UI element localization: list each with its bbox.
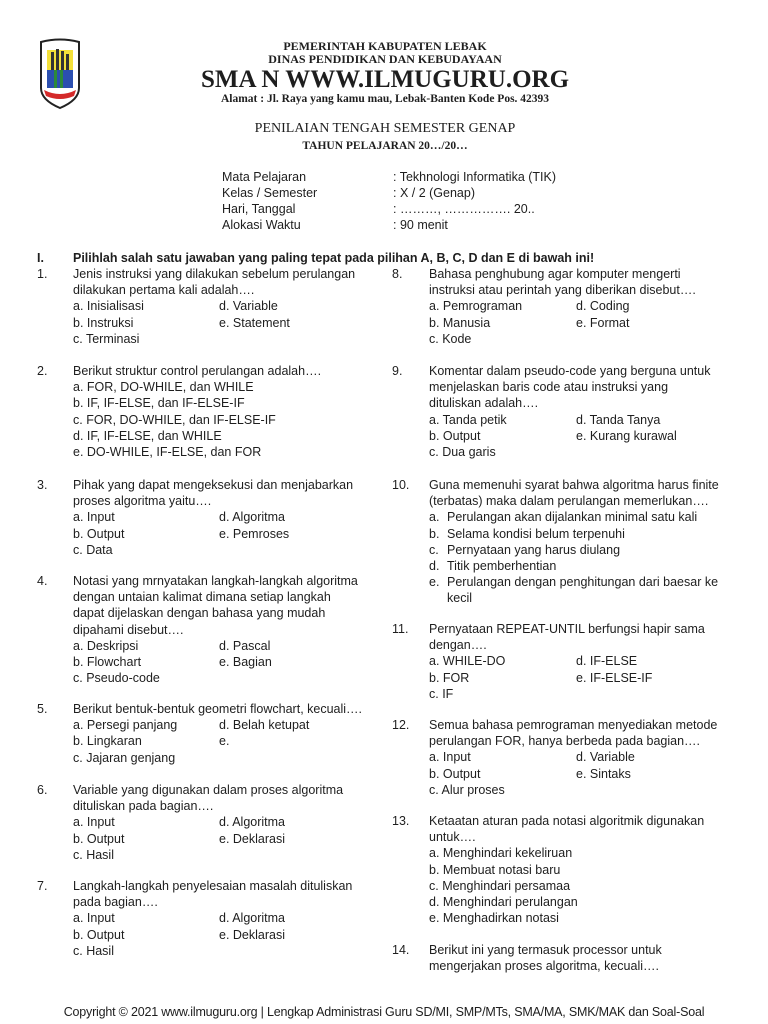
option-row (73, 298, 355, 314)
answer-option[interactable]: a. Input (73, 911, 115, 926)
answer-option[interactable]: c. Dua garis (429, 444, 496, 459)
question-stem: Berikut bentuk-bentuk geometri flowchart, kecuali…. (73, 702, 363, 716)
option-row (429, 298, 696, 314)
option-row (73, 847, 343, 863)
question-number: 12. (392, 718, 410, 732)
answer-option[interactable]: a. Menghindari kekeliruan (429, 846, 573, 861)
answer-option[interactable]: d. IF-ELSE (576, 654, 638, 669)
answer-option[interactable]: b. Instruksi (73, 315, 134, 330)
option-row (429, 766, 717, 782)
info-label: Kelas / Semester (222, 186, 318, 200)
section-instruction: Pilihlah salah satu jawaban yang paling tepat pada pilihan A, B, C, D dan E di bawah ini! (73, 251, 595, 265)
option-letter: b. (429, 526, 440, 541)
question-stem: (terbatas) maka dalam perulangan memerlukan…. (429, 494, 709, 509)
question-stem: Langkah-langkah penyelesaian masalah dituliskan (73, 879, 353, 893)
answer-option[interactable]: b. Output (73, 526, 125, 541)
answer-option[interactable]: e. Pemroses (219, 526, 290, 541)
answer-option[interactable]: d. Algoritma (219, 911, 286, 926)
option-row (73, 379, 321, 395)
answer-option[interactable]: d. Pascal (219, 638, 271, 653)
answer-option[interactable]: c. Hasil (73, 847, 114, 862)
question-number: 9. (392, 364, 403, 378)
question-stem: Notasi yang mrnyatakan langkah-langkah algoritma (73, 574, 358, 588)
question-body (429, 477, 719, 607)
option-row (429, 862, 704, 878)
answer-option[interactable]: a. FOR, DO-WHILE, dan WHILE (73, 380, 254, 395)
answer-option[interactable]: a. Inisialisasi (73, 299, 144, 314)
question-stem: dipahami disebut…. (73, 622, 184, 637)
question-number: 14. (392, 943, 410, 957)
option-row (73, 331, 355, 347)
answer-option[interactable]: b. FOR (429, 670, 470, 685)
academic-year: TAHUN PELAJARAN 20…/20… (302, 140, 468, 152)
question-body (429, 813, 704, 926)
answer-option[interactable]: a. Pemrograman (429, 299, 523, 314)
option-row (429, 412, 710, 428)
question-number: 6. (37, 783, 48, 797)
section-number: I. (37, 251, 44, 265)
answer-option[interactable]: e. (219, 734, 230, 749)
question-body (73, 573, 358, 686)
option-row (73, 444, 321, 460)
answer-option[interactable]: c. FOR, DO-WHILE, dan IF-ELSE-IF (73, 412, 276, 427)
answer-option[interactable]: b. Flowchart (73, 654, 142, 669)
answer-option[interactable]: c. IF (429, 686, 454, 701)
option-row (73, 910, 352, 926)
answer-option[interactable]: Perulangan dengan penghitungan dari baesar ke (447, 575, 719, 590)
question-stem: Pernyataan REPEAT-UNTIL berfungsi hapir sama (429, 622, 705, 636)
question-stem: Variable yang digunakan dalam proses algoritma (73, 783, 344, 797)
answer-option[interactable]: a. Persegi panjang (73, 718, 178, 733)
option-row (429, 331, 696, 347)
answer-option[interactable]: a. Input (73, 815, 115, 830)
question-number: 8. (392, 267, 403, 281)
question-body (429, 621, 705, 702)
option-row (429, 590, 719, 606)
info-label: Hari, Tanggal (222, 202, 296, 216)
answer-option[interactable]: e. Kurang kurawal (576, 428, 677, 443)
answer-option[interactable]: d. Variable (576, 750, 635, 765)
question-stem: Jenis instruksi yang dilakukan sebelum perulangan (73, 267, 356, 281)
question-stem: proses algoritma yaitu…. (73, 494, 212, 509)
option-row (73, 943, 352, 959)
answer-option[interactable]: b. Output (73, 927, 125, 942)
school-address: Alamat : Jl. Raya yang kamu mau, Lebak-Banten Kode Pos. 42393 (220, 93, 550, 105)
option-letter: a. (429, 510, 440, 525)
answer-option[interactable]: a. Tanda petik (429, 412, 507, 427)
option-row (429, 910, 704, 926)
option-row (429, 558, 719, 574)
option-letter: c. (429, 542, 439, 557)
question-stem: pada bagian…. (73, 895, 158, 910)
info-value: : X / 2 (Genap) (393, 186, 475, 200)
question-body (73, 782, 343, 863)
answer-option[interactable]: a. Deskripsi (73, 638, 139, 653)
answer-option[interactable]: c. Pseudo-code (73, 671, 160, 686)
question-stem: Guna memenuhi syarat bahwa algoritma harus finite (429, 478, 719, 492)
info-label: Alokasi Waktu (222, 218, 301, 232)
footer-copyright: Copyright © 2021 www.ilmuguru.org | Lengkap Administrasi Guru SD/MI, SMP/MTs, SMA/MA, SMK/MAK dan Soal-Soal (63, 1005, 705, 1019)
question-number: 3. (37, 478, 48, 492)
question-body (73, 477, 353, 558)
option-row (73, 395, 321, 411)
question-number: 4. (37, 574, 48, 588)
option-row (73, 654, 358, 670)
option-row (73, 412, 321, 428)
answer-option[interactable]: b. Manusia (429, 315, 491, 330)
department-name: DINAS PENDIDIKAN DAN KEBUDAYAAN (268, 52, 502, 66)
answer-option[interactable]: b. Output (429, 428, 481, 443)
answer-option[interactable]: a. WHILE-DO (429, 654, 506, 669)
option-row (429, 444, 710, 460)
question-stem: untuk…. (429, 830, 476, 845)
question-body (429, 942, 662, 974)
option-row (73, 927, 352, 943)
question-stem: Pihak yang dapat mengeksekusi dan menjabarkan (73, 478, 354, 492)
question-stem: Berikut ini yang termasuk processor untuk (429, 943, 662, 957)
option-row (429, 782, 717, 798)
option-row (429, 574, 719, 590)
option-row (429, 749, 717, 765)
option-row (429, 686, 705, 702)
question-stem: Ketaatan aturan pada notasi algoritmik digunakan (429, 814, 705, 828)
question-stem: Semua bahasa pemrograman menyediakan metode (429, 718, 718, 732)
answer-option[interactable]: d. Coding (576, 299, 630, 314)
option-row (73, 750, 362, 766)
option-letter: d. (429, 558, 440, 573)
answer-option[interactable]: c. Kode (429, 331, 472, 346)
question-body (429, 266, 696, 347)
question-number: 7. (37, 879, 48, 893)
option-letter: e. (429, 575, 440, 590)
answer-option[interactable]: c. Hasil (73, 943, 114, 958)
answer-option[interactable]: c. Alur proses (429, 782, 505, 797)
question-number: 2. (37, 364, 48, 378)
answer-option[interactable]: d. Tanda Tanya (576, 412, 661, 427)
option-row (429, 542, 719, 558)
answer-option[interactable]: d. Variable (219, 299, 278, 314)
answer-option[interactable]: b. Output (429, 766, 481, 781)
question-body (429, 717, 717, 798)
question-stem: dilakukan pertama kali adalah…. (73, 283, 255, 298)
question-stem: dituliskan adalah…. (429, 396, 539, 411)
answer-option[interactable]: Perulangan akan dijalankan minimal satu kali (447, 510, 698, 525)
answer-option[interactable]: d. Algoritma (219, 510, 286, 525)
answer-option[interactable]: e. Deklarasi (219, 927, 285, 942)
option-row (429, 315, 696, 331)
answer-option[interactable]: c. Terminasi (73, 331, 140, 346)
info-value: : Tekhnologi Informatika (TIK) (393, 170, 557, 184)
answer-option[interactable]: c. Data (73, 542, 113, 557)
answer-option[interactable]: d. Belah ketupat (219, 718, 310, 733)
answer-option[interactable]: b. Membuat notasi baru (429, 862, 561, 877)
option-row (429, 653, 705, 669)
question-body (73, 266, 355, 347)
answer-option[interactable]: e. Sintaks (576, 766, 631, 781)
option-row (73, 717, 362, 733)
option-row (73, 509, 353, 525)
answer-option[interactable]: a. Input (73, 510, 115, 525)
option-row (429, 878, 704, 894)
question-number: 13. (392, 814, 410, 828)
question-stem: instruksi atau perintah yang diberikan disebut…. (429, 283, 696, 298)
answer-option[interactable]: a. Input (429, 750, 471, 765)
answer-option[interactable]: b. Output (73, 831, 125, 846)
answer-option[interactable]: kecil (447, 591, 473, 606)
question-stem: menjelaskan baris code atau instruksi yang (429, 380, 669, 395)
answer-option[interactable]: Pernyataan yang harus diulang (447, 542, 621, 557)
answer-option[interactable]: Titik pemberhentian (447, 558, 557, 573)
option-row (429, 670, 705, 686)
exam-title: PENILAIAN TENGAH SEMESTER GENAP (254, 121, 516, 136)
info-label: Mata Pelajaran (222, 170, 307, 184)
question-stem: mengerjakan proses algoritma, kecuali…. (429, 959, 659, 974)
option-row (73, 542, 353, 558)
government-name: PEMERINTAH KABUPATEN LEBAK (283, 39, 487, 53)
option-row (429, 894, 704, 910)
question-stem: Berikut struktur control perulangan adalah…. (73, 364, 322, 378)
question-stem: dengan untaian kalimat dimana setiap langkah (73, 590, 331, 605)
question-body (73, 701, 362, 766)
option-row (73, 831, 343, 847)
question-stem: dituliskan pada bagian…. (73, 799, 214, 814)
answer-option[interactable]: d. Menghindari perulangan (429, 894, 578, 909)
question-body (429, 363, 710, 460)
info-value: : ………, ……………. 20.. (393, 202, 535, 216)
question-body (73, 878, 352, 959)
answer-option[interactable]: e. Deklarasi (219, 831, 285, 846)
answer-option[interactable]: c. Jajaran genjang (73, 750, 176, 765)
question-stem: Bahasa penghubung agar komputer mengerti (429, 267, 681, 281)
question-stem: Komentar dalam pseudo-code yang berguna untuk (429, 364, 711, 378)
option-row (73, 733, 362, 749)
answer-option[interactable]: e. Format (576, 315, 630, 330)
answer-option[interactable]: Selama kondisi belum terpenuhi (447, 526, 625, 541)
question-number: 10. (392, 478, 410, 492)
question-stem: dapat dijelaskan dengan bahasa yang mudah (73, 606, 326, 621)
question-number: 5. (37, 702, 48, 716)
info-value: : 90 menit (393, 218, 448, 232)
answer-option[interactable]: d. IF, IF-ELSE, dan WHILE (73, 428, 222, 443)
question-body (73, 363, 321, 460)
answer-option[interactable]: d. Algoritma (219, 815, 286, 830)
option-row (429, 526, 719, 542)
answer-option[interactable]: e. IF-ELSE-IF (576, 670, 653, 685)
option-row (73, 428, 321, 444)
school-name: SMA N WWW.ILMUGURU.ORG (200, 66, 570, 93)
answer-option[interactable]: b. Lingkaran (73, 734, 142, 749)
answer-option[interactable]: e. Bagian (219, 654, 272, 669)
option-row (73, 638, 358, 654)
question-stem: dengan…. (429, 638, 487, 653)
answer-option[interactable]: e. Statement (219, 315, 290, 330)
question-stem: perulangan FOR, hanya berbeda pada bagian…. (429, 734, 701, 749)
answer-option[interactable]: c. Menghindari persamaa (429, 878, 571, 893)
option-row (73, 814, 343, 830)
answer-option[interactable]: e. Menghadirkan notasi (429, 911, 559, 926)
question-number: 11. (392, 622, 409, 636)
option-row (429, 428, 710, 444)
option-row (73, 315, 355, 331)
option-row (73, 526, 353, 542)
answer-option[interactable]: b. IF, IF-ELSE, dan IF-ELSE-IF (73, 396, 245, 411)
option-row (429, 845, 704, 861)
option-row (429, 509, 719, 525)
answer-option[interactable]: e. DO-WHILE, IF-ELSE, dan FOR (73, 444, 262, 459)
option-row (73, 670, 358, 686)
question-number: 1. (37, 267, 48, 281)
